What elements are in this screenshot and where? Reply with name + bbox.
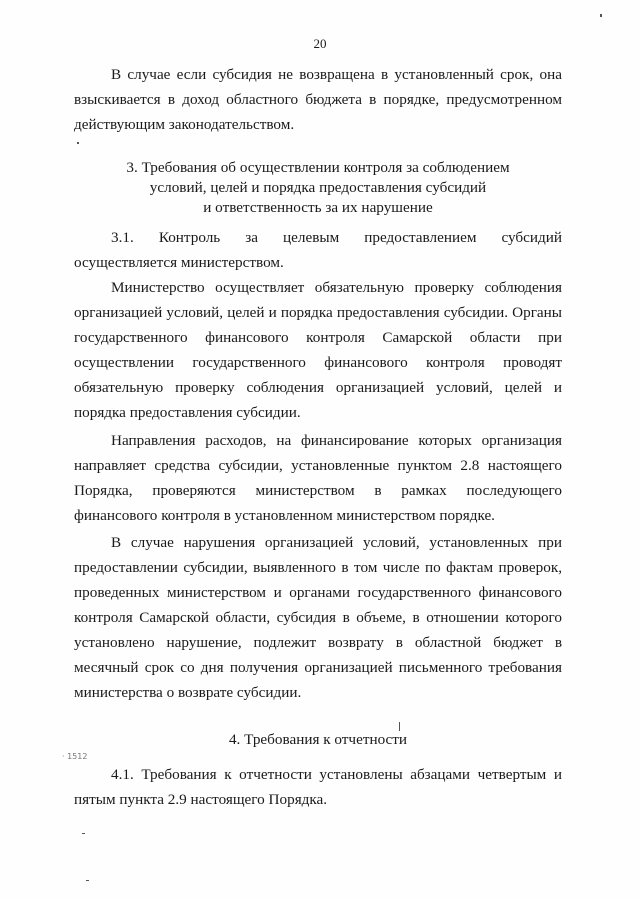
paragraph-expenses: Направления расходов, на финансирование которых организация направляет средства субсидии, установленные пунктом 2.8 настоящего Порядка, проверяются министерством в рамках последующего финансового контроля в установленном министерством порядке.: [74, 432, 562, 524]
section-3-heading-line-2: условий, целей и порядка предоставления субсидий: [149, 179, 487, 196]
scan-speck: [399, 722, 400, 731]
paragraph-ministry-check: Министерство осуществляет обязательную проверку соблюдения организацией условий, целей и порядка предоставления субсидии. Органы государственного финансового контроля Самарской области при осуществлении государственного финансового контроля проводят обязательную проверку соблюдения организацией условий, целей и порядка предоставления субсидии.: [74, 279, 562, 421]
section-3-heading-line-1: 3. Требования об осуществлении контроля за соблюдением: [126, 159, 510, 176]
paragraph-violation: В случае нарушения организацией условий, установленных при предоставлении субсидии, выявленного в том числе по фактам проверок, проведенных министерством и органами государственного финансового контроля Самарской области, субсидия в объеме, в отношении которого установлено нарушение, подлежит возврату в областной бюджет в месячный срок со дня получения организацией письменного требования министерства о возврате субсидии.: [74, 534, 562, 701]
paragraph-3-1: 3.1. Контроль за целевым предоставлением субсидий осуществляется министерством.: [74, 229, 562, 271]
section-4-heading: 4. Требования к отчетности: [228, 731, 408, 748]
paragraph-refund: В случае если субсидия не возвращена в установленный срок, она взыскивается в доход областного бюджета в порядке, предусмотренном действующим законодательством.: [74, 66, 562, 133]
section-3-heading: [74, 158, 562, 218]
paragraph-4-1: 4.1. Требования к отчетности установлены абзацами четвертым и пятым пункта 2.9 настоящего Порядка.: [74, 766, 562, 808]
scan-speck: [600, 14, 602, 17]
scan-speck: [82, 833, 85, 834]
scan-speck: [86, 880, 89, 881]
page-number: 20: [313, 36, 327, 51]
scan-mark: · 1512: [62, 752, 88, 761]
section-3-heading-line-3: и ответственность за их нарушение: [203, 199, 433, 216]
scan-speck: [77, 142, 79, 144]
